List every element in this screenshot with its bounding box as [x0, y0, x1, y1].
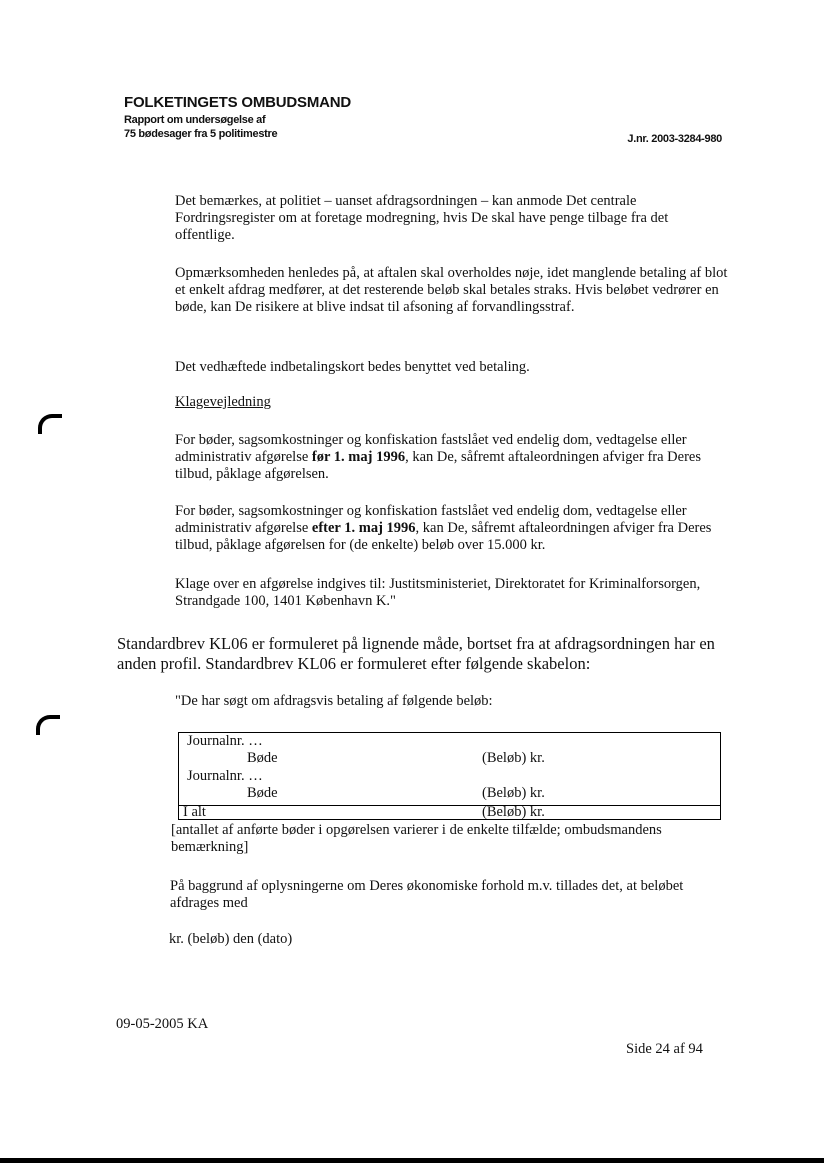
- template-intro: "De har søgt om afdragsvis betaling af følgende beløb:: [175, 693, 493, 709]
- amount-label: (Beløb) kr.: [482, 785, 545, 801]
- journal-label: Journalnr. …: [187, 768, 263, 784]
- journal-number: J.nr. 2003-3284-980: [627, 133, 722, 145]
- table-total-row: [179, 804, 720, 821]
- scan-edge-bar: [0, 1158, 824, 1163]
- amount-label: (Beløb) kr.: [482, 750, 545, 766]
- body-paragraph-kl06: Standardbrev KL06 er formuleret på lignende måde, bortset fra at afdragsordningen har en anden profil. Standardbrev KL06 er formuleret efter følgende skabelon:: [117, 634, 715, 673]
- header-organization: FOLKETINGETS OMBUDSMAND: [124, 94, 352, 111]
- template-amount-line: kr. (beløb) den (dato): [169, 931, 293, 947]
- p4-date-bold: før 1. maj 1996: [311, 449, 406, 465]
- total-label: I alt: [183, 804, 206, 820]
- p5-text-c: , kan De, såfremt aftaleordningen afviger fra Deres tilbud, påklage afgørelsen for (de enkelte) beløb over 15.000 kr.: [175, 520, 712, 553]
- p5-text-a: For bøder, sagsomkostninger og konfiskation fastslået ved endelig dom, vedtagelse eller administrativ afgørelse: [175, 503, 687, 536]
- header-report-subtitle: 75 bødesager fra 5 politimestre: [124, 128, 278, 140]
- p4-text-a: For bøder, sagsomkostninger og konfiskation fastslået ved endelig dom, vedtagelse eller administrativ afgørelse: [175, 432, 687, 465]
- complaint-guidance-heading: Klagevejledning: [175, 394, 271, 410]
- page-number: Side 24 af 94: [626, 1041, 703, 1057]
- letter-paragraph-before-1996: [175, 432, 728, 483]
- table-row: [179, 733, 720, 750]
- template-paragraph-basis: På baggrund af oplysningerne om Deres økonomiske forhold m.v. tillades det, at beløbet afdrages med: [170, 878, 684, 911]
- fine-label: Bøde: [247, 785, 278, 801]
- journal-label: Journalnr. …: [187, 733, 263, 749]
- p4-text-c: , kan De, såfremt aftaleordningen afviger fra Deres tilbud, påklage afgørelsen.: [175, 449, 701, 482]
- p5-date-bold: efter 1. maj 1996: [311, 520, 416, 536]
- letter-paragraph-after-1996: [175, 503, 728, 554]
- letter-paragraph-complaint-address: Klage over en afgørelse indgives til: Justitsministeriet, Direktoratet for Kriminalforsorgen, Strandgade 100, 1401 København K.": [175, 576, 701, 609]
- amounts-table: [178, 732, 721, 820]
- table-row: [179, 750, 720, 767]
- margin-mark: [38, 414, 62, 434]
- letter-paragraph-payment-card: Det vedhæftede indbetalingskort bedes benyttet ved betaling.: [175, 359, 530, 375]
- letter-paragraph-offset: Det bemærkes, at politiet – uanset afdragsordningen – kan anmode Det centrale Fordringsregister om at foretage modregning, hvis De skal have penge tilbage fra det offentlige.: [175, 193, 669, 243]
- total-amount-label: (Beløb) kr.: [482, 804, 545, 820]
- footer-date: 09-05-2005 KA: [116, 1016, 209, 1032]
- margin-mark: [36, 715, 60, 735]
- letter-paragraph-compliance: Opmærksomheden henledes på, at aftalen skal overholdes nøje, idet manglende betaling af blot et enkelt afdrag medfører, at det resterende beløb skal betales straks. Hvis beløbet vedrører en bøde, kan De risikere at blive indsat til afsoning af forvandlingsstraf.: [175, 265, 728, 315]
- header-report-title: Rapport om undersøgelse af: [124, 114, 266, 126]
- table-row: [179, 785, 720, 802]
- table-row: [179, 768, 720, 785]
- fine-label: Bøde: [247, 750, 278, 766]
- ombudsman-note: [antallet af anførte bøder i opgørelsen varierer i de enkelte tilfælde; ombudsmandens bemærkning]: [171, 822, 662, 855]
